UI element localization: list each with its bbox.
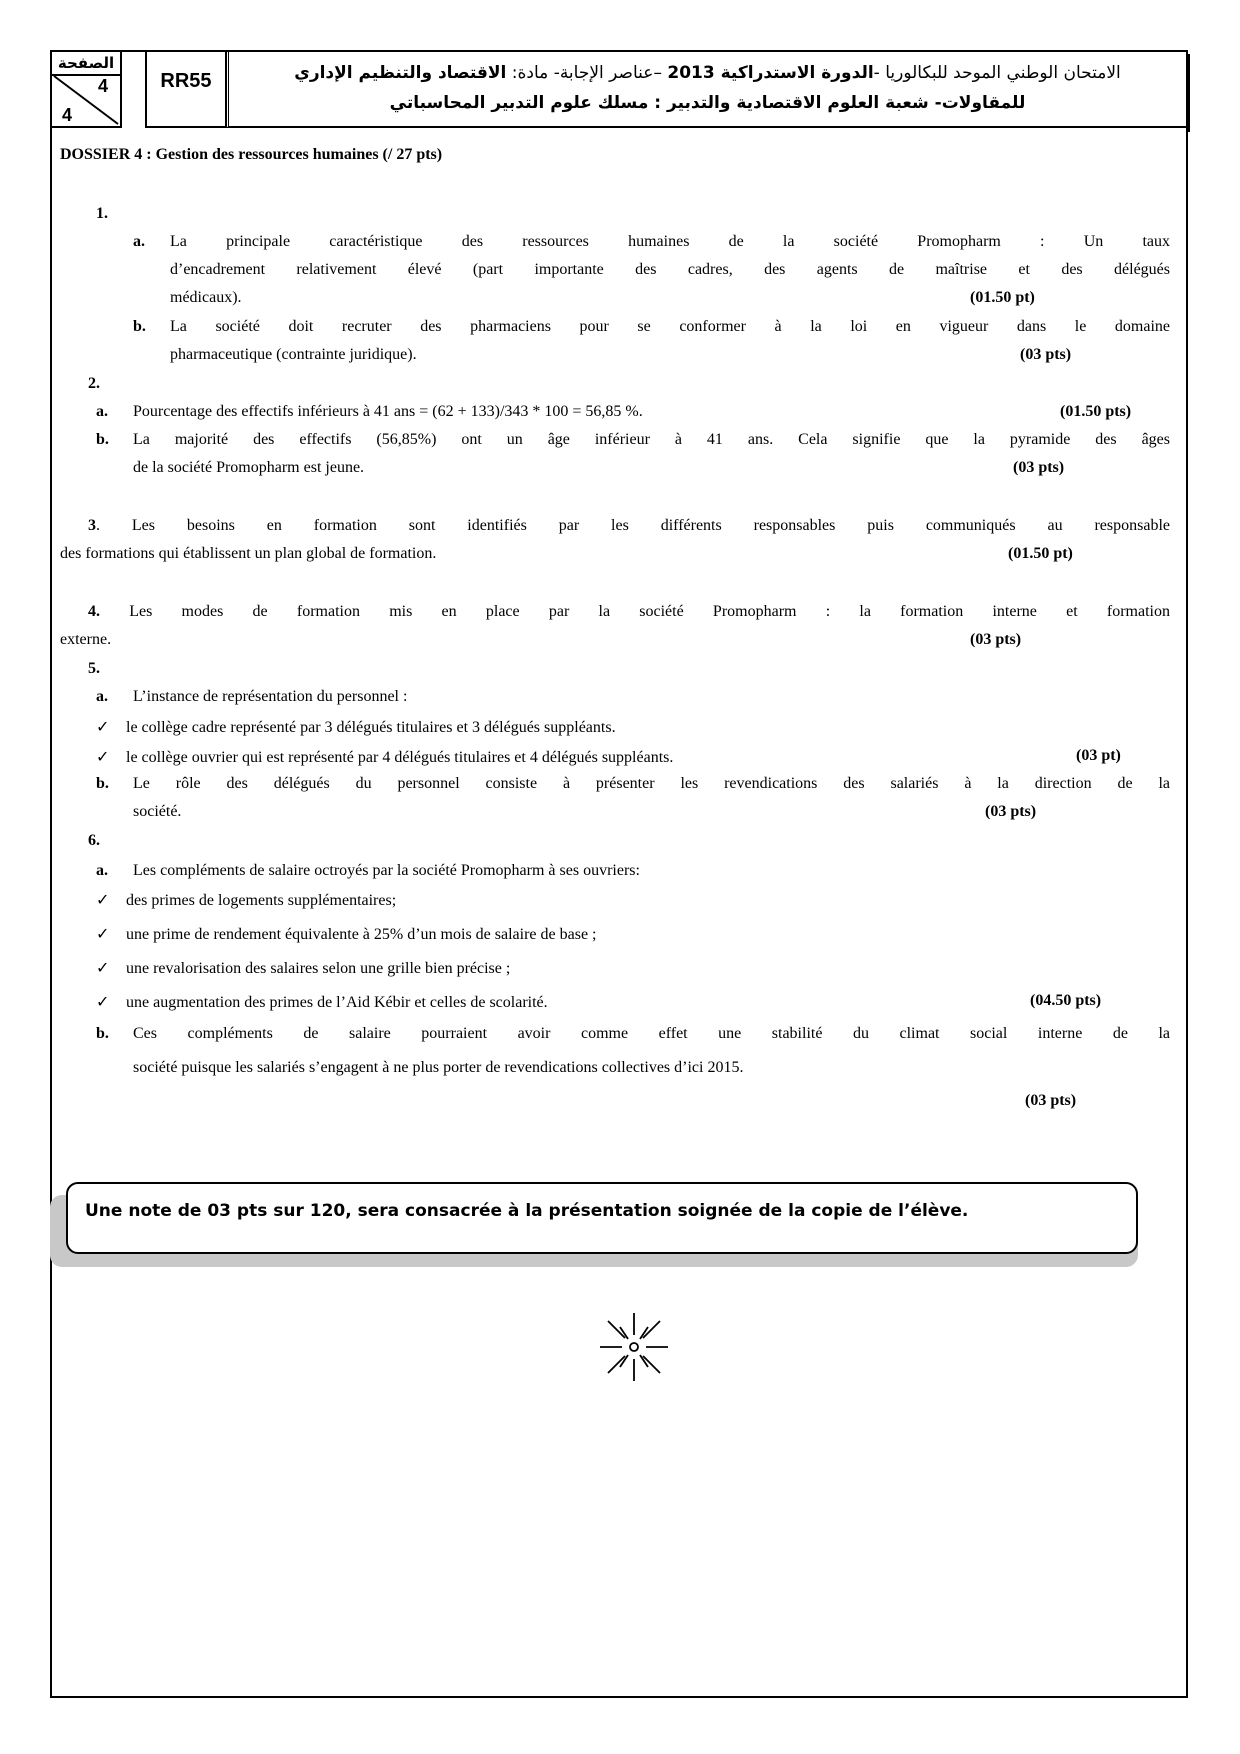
- q3-number: 3: [88, 517, 96, 534]
- q2-a-points: (01.50 pts): [1060, 403, 1132, 420]
- q1-a-points: (01.50 pt): [970, 289, 1035, 306]
- q4-text1: Les modes de formation mis en place par la société Promopharm : la formation interne et formation: [100, 603, 1170, 620]
- q2-b-line2: de la société Promopharm est jeune.: [133, 459, 365, 476]
- q5-number: 5.: [88, 660, 100, 677]
- q1-b-line2: pharmaceutique (contrainte juridique).: [170, 346, 417, 363]
- q1-a-line3: médicaux).: [170, 289, 242, 306]
- q4-line1: [60, 603, 1170, 621]
- check-icon: ✓: [96, 926, 110, 943]
- title-part-a: الامتحان الوطني الموحد للبكالوريا -: [873, 63, 1121, 83]
- check-icon: ✓: [96, 749, 110, 766]
- q5-check1-text: le collège cadre représenté par 3 délégués titulaires et 3 délégués suppléants.: [126, 719, 616, 736]
- q5-check2-text: le collège ouvrier qui est représenté par 4 délégués titulaires et 4 délégués suppléants.: [126, 749, 674, 766]
- q1-number: 1.: [96, 205, 108, 222]
- q6-a-label: a.: [96, 862, 108, 879]
- q1-a-line2: d’encadrement relativement élevé (part importante des cadres, des agents de maîtrise et des délégués: [170, 261, 1170, 278]
- q2-b-line1: La majorité des effectifs (56,85%) ont un âge inférieur à 41 ans. Cela signifie que la pyramide des âges: [133, 431, 1170, 448]
- q6-check4-text: une augmentation des primes de l’Aid Kébir et celles de scolarité.: [126, 994, 548, 1011]
- check-icon: ✓: [96, 994, 110, 1011]
- q5-a-points: (03 pt): [1076, 747, 1121, 764]
- q3-text1: . Les besoins en formation sont identifiés par les différents responsables puis communiqués au responsable: [96, 517, 1170, 534]
- q6-a-line1: Les compléments de salaire octroyés par la société Promopharm à ses ouvriers:: [133, 862, 640, 879]
- q6-check4: [96, 992, 548, 1012]
- q5-b-label: b.: [96, 775, 109, 792]
- title-part-c: –عناصر الإجابة- مادة:: [506, 63, 668, 83]
- q6-check2: [96, 924, 597, 944]
- page-current: 4: [97, 76, 108, 96]
- check-icon: ✓: [96, 892, 110, 909]
- q6-check2-text: une prime de rendement équivalente à 25% d’un mois de salaire de base ;: [126, 926, 597, 943]
- q5-a-line1: L’instance de représentation du personnel :: [133, 688, 408, 705]
- q5-check1: [96, 717, 616, 737]
- q4-number: 4.: [88, 603, 100, 620]
- presentation-note: Une note de 03 pts sur 120, sera consacrée à la présentation soignée de la copie de l’élève.: [66, 1182, 1138, 1254]
- q4-line2: externe.: [60, 631, 112, 648]
- q1-a-label: a.: [133, 233, 145, 250]
- q6-number: 6.: [88, 832, 100, 849]
- page-label: الصفحة: [52, 54, 120, 76]
- check-icon: ✓: [96, 960, 110, 977]
- q1-b-label: b.: [133, 318, 146, 335]
- q6-a-points: (04.50 pts): [1030, 992, 1102, 1009]
- page-total: 4: [62, 105, 73, 125]
- q4-points: (03 pts): [970, 631, 1022, 648]
- title-part-d: الاقتصاد والتنظيم الإداري: [294, 63, 507, 83]
- check-icon: ✓: [96, 719, 110, 736]
- q6-b-points: (03 pts): [1025, 1092, 1077, 1109]
- q5-b-line2: société.: [133, 803, 182, 820]
- q6-check1: [96, 890, 396, 910]
- q1-b-points: (03 pts): [1020, 346, 1072, 363]
- header-shadow: [1187, 54, 1190, 132]
- exam-title-line1: [229, 58, 1186, 88]
- q6-check3-text: une revalorisation des salaires selon une grille bien précise ;: [126, 960, 511, 977]
- q1-b-line1: La société doit recruter des pharmaciens pour se conformer à la loi en vigueur dans le domaine: [170, 318, 1170, 335]
- end-star-icon: [596, 1309, 672, 1385]
- q6-b-line2: société puisque les salariés s’engagent à ne plus porter de revendications collectives d’ici 2015.: [133, 1059, 744, 1076]
- exam-title-line2: للمقاولات- شعبة العلوم الاقتصادية والتدبير : مسلك علوم التدبير المحاسباتي: [389, 93, 1026, 113]
- q6-check3: [96, 958, 510, 978]
- q5-a-label: a.: [96, 688, 108, 705]
- q1-a-line1: La principale caractéristique des ressources humaines de la société Promopharm : Un taux: [170, 233, 1170, 250]
- q6-check1-text: des primes de logements supplémentaires;: [126, 892, 397, 909]
- q2-a-line1: Pourcentage des effectifs inférieurs à 41 ans = (62 + 133)/343 * 100 = 56,85 %.: [133, 403, 643, 420]
- q2-b-points: (03 pts): [1013, 459, 1065, 476]
- q5-b-line1: Le rôle des délégués du personnel consiste à présenter les revendications des salariés à la direction de la: [133, 775, 1170, 792]
- q3-line1: [60, 517, 1170, 535]
- q5-check2: [96, 747, 673, 767]
- q2-a-label: a.: [96, 403, 108, 420]
- q5-b-points: (03 pts): [985, 803, 1037, 820]
- q3-points: (01.50 pt): [1008, 545, 1073, 562]
- exam-title: [225, 50, 1188, 128]
- title-part-b: الدورة الاستدراكية 2013: [667, 63, 874, 83]
- q6-b-line1: Ces compléments de salaire pourraient avoir comme effet une stabilité du climat social interne de la: [133, 1025, 1170, 1042]
- q3-line2: des formations qui établissent un plan global de formation.: [60, 545, 437, 562]
- exam-code: RR55: [145, 50, 227, 128]
- q6-b-label: b.: [96, 1025, 109, 1042]
- dossier-title: DOSSIER 4 : Gestion des ressources humaines (/ 27 pts): [60, 146, 443, 163]
- page-number-box: [50, 50, 122, 128]
- q2-number: 2.: [88, 375, 100, 392]
- q2-b-label: b.: [96, 431, 109, 448]
